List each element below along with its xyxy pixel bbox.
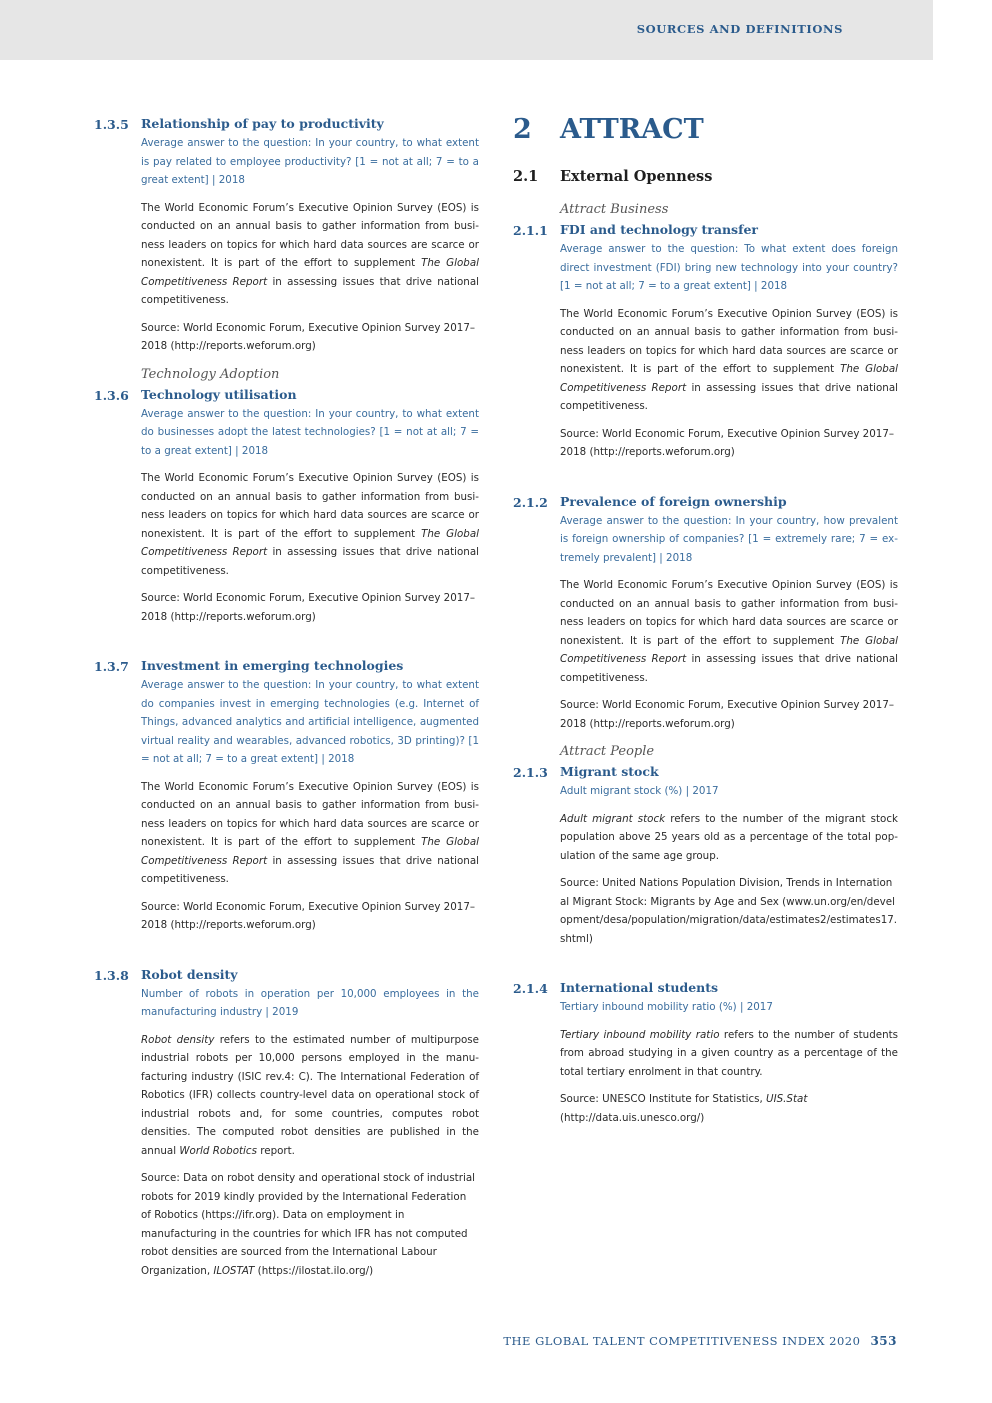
definition-text: refers to the estimated number of multipurpose industrial robots per 10,000 persons employed in the manufacturing industry (ISIC rev.4: C). The International Federation of Robotics (IFR) collects country-level data on operational stock of industrial robots and, for some countries, computes robot densities. The computed robot densities are published in the annual <box>141 1033 479 1157</box>
entry-description: Average answer to the question: In your country, to what extent is pay related to employee productivity? [1 = not at all; 7 = to a great extent] | 2018 <box>141 137 479 186</box>
eos-text-end: in assessing issues that drive national competitiveness. <box>141 854 479 885</box>
spacer <box>94 635 479 656</box>
page-footer <box>503 1334 897 1348</box>
subcategory-attract-people: Attract People <box>560 744 655 759</box>
eos-report-title: The Global Competitiveness Report <box>141 527 479 558</box>
entry-title: Robot density <box>141 966 238 982</box>
subcategory-technology-adoption: Technology Adoption <box>141 366 280 382</box>
chapter-heading <box>513 114 898 158</box>
defined-term: Tertiary inbound mobility ratio <box>560 1028 720 1041</box>
entry-description: Average answer to the question: In your country, how prevalent is foreign ownership of companies? [1 = extremely rare; 7 = extremely prevalent] | 2018 <box>560 514 898 564</box>
entry-title: Migrant stock <box>560 764 659 779</box>
entry-2-1-1 <box>513 220 898 462</box>
definition-text: refers to the number of the migrant stock population above 25 years old as a percentage of the total population of the same age group. <box>560 812 898 862</box>
entry-definition <box>141 778 479 889</box>
eos-report-title: The Global Competitiveness Report <box>141 836 479 867</box>
entry-number: 2.1.2 <box>513 494 548 510</box>
entry-2-1-2 <box>513 492 898 734</box>
entry-description: Adult migrant stock (%) | 2017 <box>560 785 719 797</box>
source-url: (http://data.uis.unesco.org/) <box>560 1111 705 1124</box>
entry-description: Average answer to the question: In your country, to what extent do companies invest in emerging technologies (e.g. Internet of Things, advanced analytics and artificial intelligence, augmented virtual reality and wearables, advanced robotics, 3D printing)? [1 = not at all; 7 = to a great extent] | 2018 <box>141 679 479 765</box>
entry-title: International students <box>560 980 719 995</box>
entry-definition <box>141 469 479 580</box>
entry-title: Prevalence of foreign ownership <box>560 493 787 509</box>
source-text: Source: UNESCO Institute for Statistics, <box>560 1093 767 1105</box>
entry-definition <box>560 810 898 866</box>
entry-title: Technology utilisation <box>141 386 297 402</box>
chapter-number: 2 <box>513 114 532 145</box>
eos-text: The World Economic Forum’s Executive Opinion Survey (EOS) is conducted on an annual basis to gather information from business leaders on topics for which hard data sources are scarce or nonexistent. It is part of the effort to supplement <box>141 780 479 848</box>
entry-number: 1.3.7 <box>94 659 129 674</box>
report-title: World Robotics <box>179 1144 257 1157</box>
spacer <box>94 944 479 965</box>
entry-1-3-7 <box>94 656 479 935</box>
eos-report-title: The Global Competitiveness Report <box>141 257 479 288</box>
entry-1-3-6 <box>94 385 479 627</box>
entry-source: Source: World Economic Forum, Executive Opinion Survey 2017–2018 (http://reports.weforum.org) <box>141 592 476 623</box>
entry-number: 1.3.5 <box>94 117 129 132</box>
entry-definition <box>141 199 479 310</box>
subcategory-attract-business: Attract Business <box>560 202 669 217</box>
footer-publication-title: THE GLOBAL TALENT COMPETITIVENESS INDEX 2020 <box>503 1334 861 1348</box>
entry-definition <box>560 576 898 687</box>
page-number: 353 <box>870 1334 897 1348</box>
header-band <box>0 0 933 60</box>
entry-source: Source: World Economic Forum, Executive Opinion Survey 2017–2018 (http://reports.weforum.org) <box>560 699 895 730</box>
source-database: UIS.Stat <box>766 1093 808 1105</box>
right-column <box>513 114 898 1136</box>
entry-description: Number of robots in operation per 10,000 employees in the manufacturing industry | 2019 <box>141 987 479 1018</box>
entry-number: 2.1.1 <box>513 223 548 238</box>
eos-report-title: The Global Competitiveness Report <box>560 634 898 665</box>
defined-term: Adult migrant stock <box>560 812 666 825</box>
entry-title: FDI and technology transfer <box>560 222 758 237</box>
entry-definition <box>560 305 898 416</box>
entry-title: Relationship of pay to productivity <box>141 116 384 131</box>
entry-number: 2.1.3 <box>513 765 548 780</box>
entry-source <box>141 1169 479 1280</box>
eos-text-end: in assessing issues that drive national competitiveness. <box>560 653 898 684</box>
entry-number: 1.3.8 <box>94 967 129 983</box>
entry-source: Source: World Economic Forum, Executive Opinion Survey 2017–2018 (http://reports.weforum.org) <box>141 321 476 352</box>
source-database: ILOSTAT <box>213 1264 255 1277</box>
entry-source: Source: World Economic Forum, Executive Opinion Survey 2017–2018 (http://reports.weforum.org) <box>560 427 895 458</box>
entry-1-3-5 <box>94 114 479 356</box>
eos-report-title: The Global Competitiveness Report <box>560 363 898 394</box>
entry-description: Average answer to the question: To what extent does foreign direct investment (FDI) bring new technology into your country? [1 = not at all; 7 = to a great extent] | 2018 <box>560 243 898 292</box>
entry-description: Tertiary inbound mobility ratio (%) | 2017 <box>560 1001 773 1013</box>
entry-2-1-4 <box>513 978 898 1127</box>
entry-number: 1.3.6 <box>94 387 129 403</box>
eos-text: The World Economic Forum’s Executive Opinion Survey (EOS) is conducted on an annual basis to gather information from business leaders on topics for which hard data sources are scarce or nonexistent. It is part of the effort to supplement <box>141 201 479 269</box>
eos-text-end: in assessing issues that drive national competitiveness. <box>141 546 479 577</box>
entry-number: 2.1.4 <box>513 981 548 996</box>
entry-title: Investment in emerging technologies <box>141 658 404 673</box>
entry-source: Source: United Nations Population Division, Trends in International Migrant Stock: Migrants by Age and Sex (www.un.org/en/development/desa/population/migration/data/estimates2/estimates17.shtml) <box>560 877 898 945</box>
section-title: External Openness <box>560 168 713 185</box>
left-column <box>94 114 479 1289</box>
eos-text: The World Economic Forum’s Executive Opinion Survey (EOS) is conducted on an annual basis to gather information from business leaders on topics for which hard data sources are scarce or nonexistent. It is part of the effort to supplement <box>560 579 898 647</box>
eos-text: The World Economic Forum’s Executive Opinion Survey (EOS) is conducted on an annual basis to gather information from business leaders on topics for which hard data sources are scarce or nonexistent. It is part of the effort to supplement <box>141 472 479 540</box>
source-text: Source: Data on robot density and operational stock of industrial robots for 2019 kindly provided by the International Federation of Robotics (https://ifr.org). Data on employment in manufacturing in the countries for which IFR has not computed robot densities are sourced from the International Labour Organization, <box>141 1172 475 1277</box>
defined-term: Robot density <box>141 1033 215 1046</box>
definition-text: refers to the number of students from abroad studying in a given country as a percentage of the total tertiary enrolment in that country. <box>560 1028 898 1078</box>
eos-text-end: in assessing issues that drive national competitiveness. <box>141 275 479 306</box>
entry-source <box>560 1090 898 1127</box>
section-number: 2.1 <box>513 168 539 185</box>
eos-text-end: in assessing issues that drive national competitiveness. <box>560 381 898 412</box>
definition-end: report. <box>256 1144 295 1157</box>
chapter-title: ATTRACT <box>560 114 704 145</box>
entry-2-1-3 <box>513 762 898 948</box>
source-url: (https://ilostat.ilo.org/) <box>254 1264 374 1277</box>
header-title: SOURCES AND DEFINITIONS <box>636 22 843 36</box>
entry-definition <box>560 1026 898 1082</box>
entry-source: Source: World Economic Forum, Executive Opinion Survey 2017–2018 (http://reports.weforum.org) <box>141 900 476 931</box>
section-heading <box>513 168 898 198</box>
spacer <box>513 957 898 978</box>
spacer <box>513 471 898 492</box>
entry-description: Average answer to the question: In your country, to what extent do businesses adopt the latest technologies? [1 = not at all; 7 = to a great extent] | 2018 <box>141 407 479 457</box>
entry-1-3-8 <box>94 965 479 1281</box>
eos-text: The World Economic Forum’s Executive Opinion Survey (EOS) is conducted on an annual basis to gather information from business leaders on topics for which hard data sources are scarce or nonexistent. It is part of the effort to supplement <box>560 307 898 375</box>
entry-definition <box>141 1031 479 1161</box>
